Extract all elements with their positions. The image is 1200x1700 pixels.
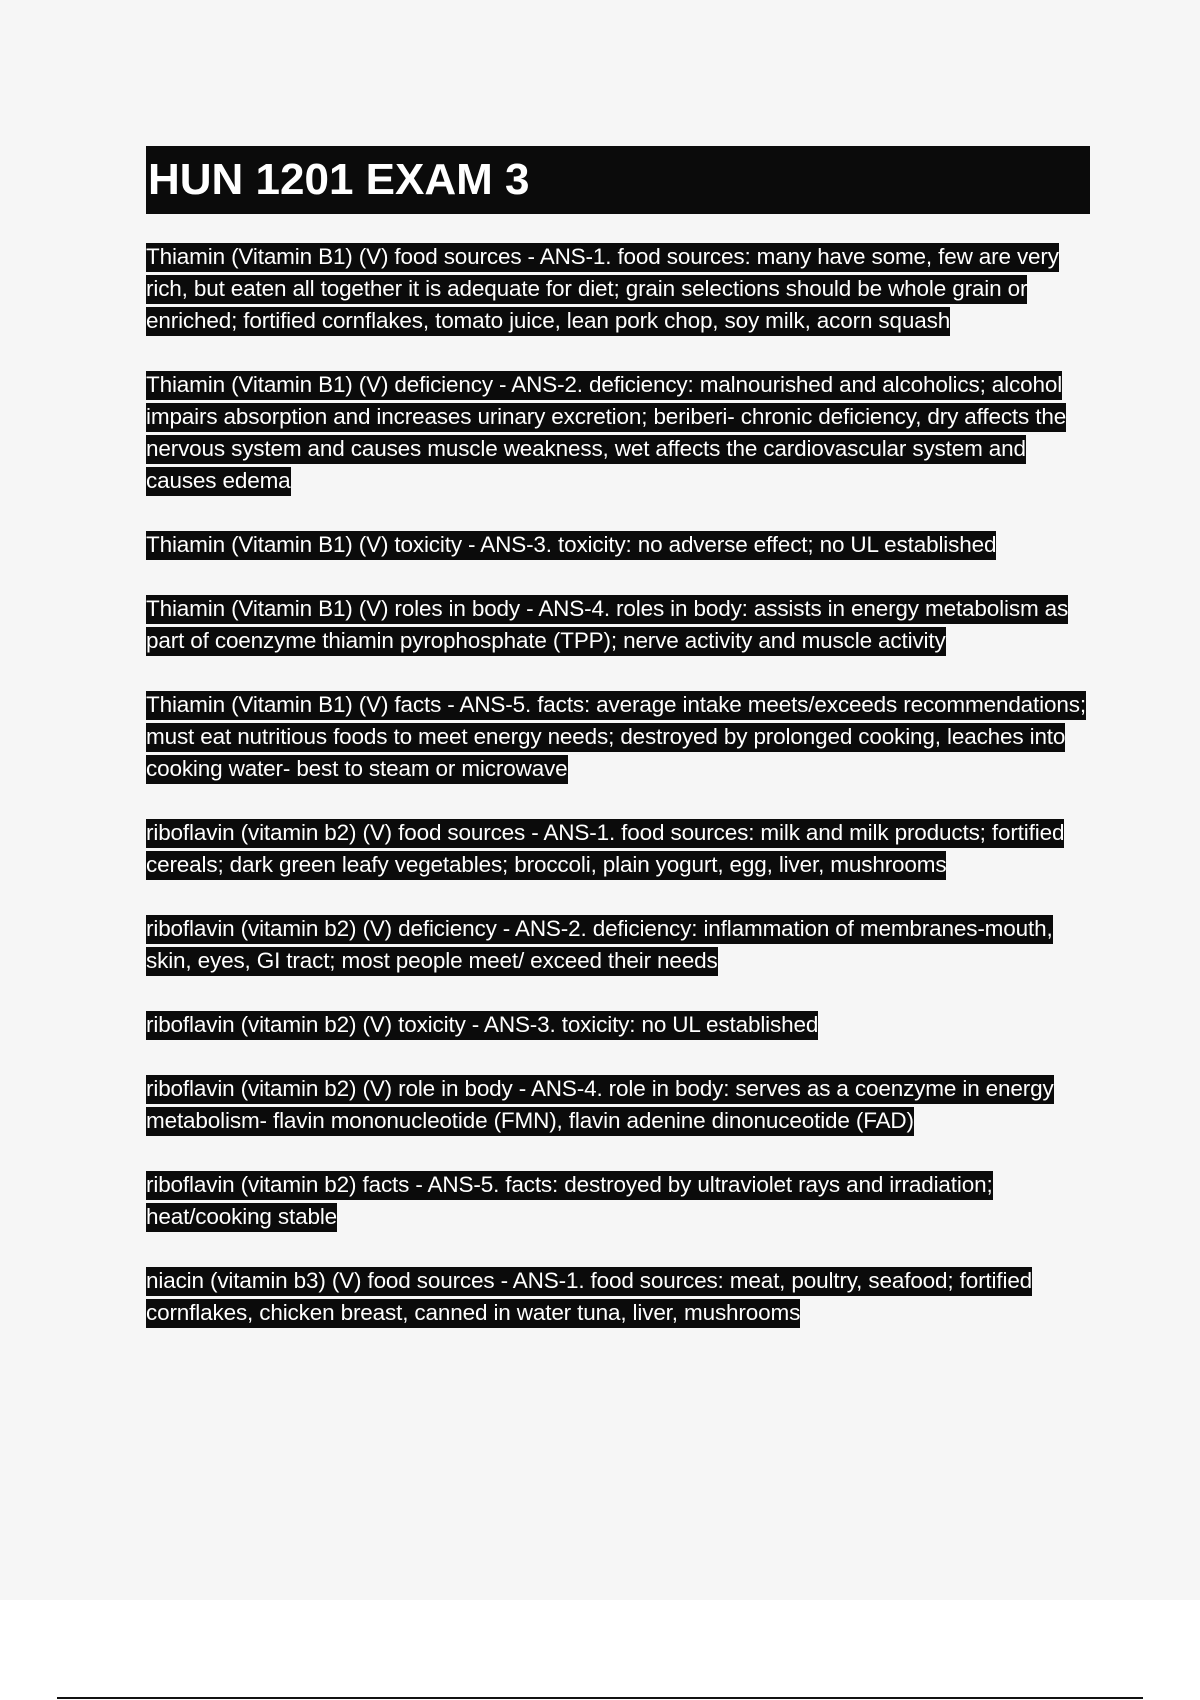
- entry-paragraph: [146, 1265, 1090, 1329]
- entry-paragraph: [146, 369, 1090, 497]
- entry-text: Thiamin (Vitamin B1) (V) toxicity - ANS-3. toxicity: no adverse effect; no UL established: [146, 531, 996, 560]
- entry-list: [146, 241, 1090, 1361]
- entry-text: niacin (vitamin b3) (V) food sources - ANS-1. food sources: meat, poultry, seafood; fortified cornflakes, chicken breast, canned in water tuna, liver, mushrooms: [146, 1267, 1032, 1328]
- entry-paragraph: [146, 1009, 1090, 1041]
- entry-text: riboflavin (vitamin b2) (V) food sources - ANS-1. food sources: milk and milk products; fortified cereals; dark green leafy vegetables; broccoli, plain yogurt, egg, liver, mushrooms: [146, 819, 1064, 880]
- entry-paragraph: [146, 1169, 1090, 1233]
- entry-text: riboflavin (vitamin b2) (V) toxicity - ANS-3. toxicity: no UL established: [146, 1011, 818, 1040]
- entry-paragraph: [146, 529, 1090, 561]
- entry-paragraph: [146, 593, 1090, 657]
- entry-text: Thiamin (Vitamin B1) (V) roles in body - ANS-4. roles in body: assists in energy metabolism as part of coenzyme thiamin pyrophosphate (TPP); nerve activity and muscle activity: [146, 595, 1068, 656]
- entry-paragraph: [146, 241, 1090, 337]
- entry-text: riboflavin (vitamin b2) facts - ANS-5. facts: destroyed by ultraviolet rays and irradiation; heat/cooking stable: [146, 1171, 993, 1232]
- entry-text: riboflavin (vitamin b2) (V) deficiency - ANS-2. deficiency: inflammation of membranes-mouth, skin, eyes, GI tract; most people meet/ exceed their needs: [146, 915, 1053, 976]
- page-title: HUN 1201 EXAM 3: [148, 155, 530, 204]
- entry-paragraph: [146, 1073, 1090, 1137]
- entry-text: Thiamin (Vitamin B1) (V) deficiency - ANS-2. deficiency: malnourished and alcoholics; alcohol impairs absorption and increases urinary excretion; beriberi- chronic deficiency, dry affects the nervous system and causes muscle weakness, wet affects the cardiovascular system and causes edema: [146, 371, 1066, 496]
- entry-text: Thiamin (Vitamin B1) (V) facts - ANS-5. facts: average intake meets/exceeds recommendations; must eat nutritious foods to meet energy needs; destroyed by prolonged cooking, leaches into cooking water- best to steam or microwave: [146, 691, 1086, 784]
- entry-paragraph: [146, 817, 1090, 881]
- entry-text: Thiamin (Vitamin B1) (V) food sources - ANS-1. food sources: many have some, few are very rich, but eaten all together it is adequate for diet; grain selections should be whole grain or enriched; fortified cornflakes, tomato juice, lean pork chop, soy milk, acorn squash: [146, 243, 1059, 336]
- title-bar: [146, 146, 1090, 214]
- footer-divider: [57, 1697, 1143, 1699]
- entry-text: riboflavin (vitamin b2) (V) role in body - ANS-4. role in body: serves as a coenzyme in energy metabolism- flavin mononucleotide (FMN), flavin adenine dinonuceotide (FAD): [146, 1075, 1054, 1136]
- entry-paragraph: [146, 913, 1090, 977]
- entry-paragraph: [146, 689, 1090, 785]
